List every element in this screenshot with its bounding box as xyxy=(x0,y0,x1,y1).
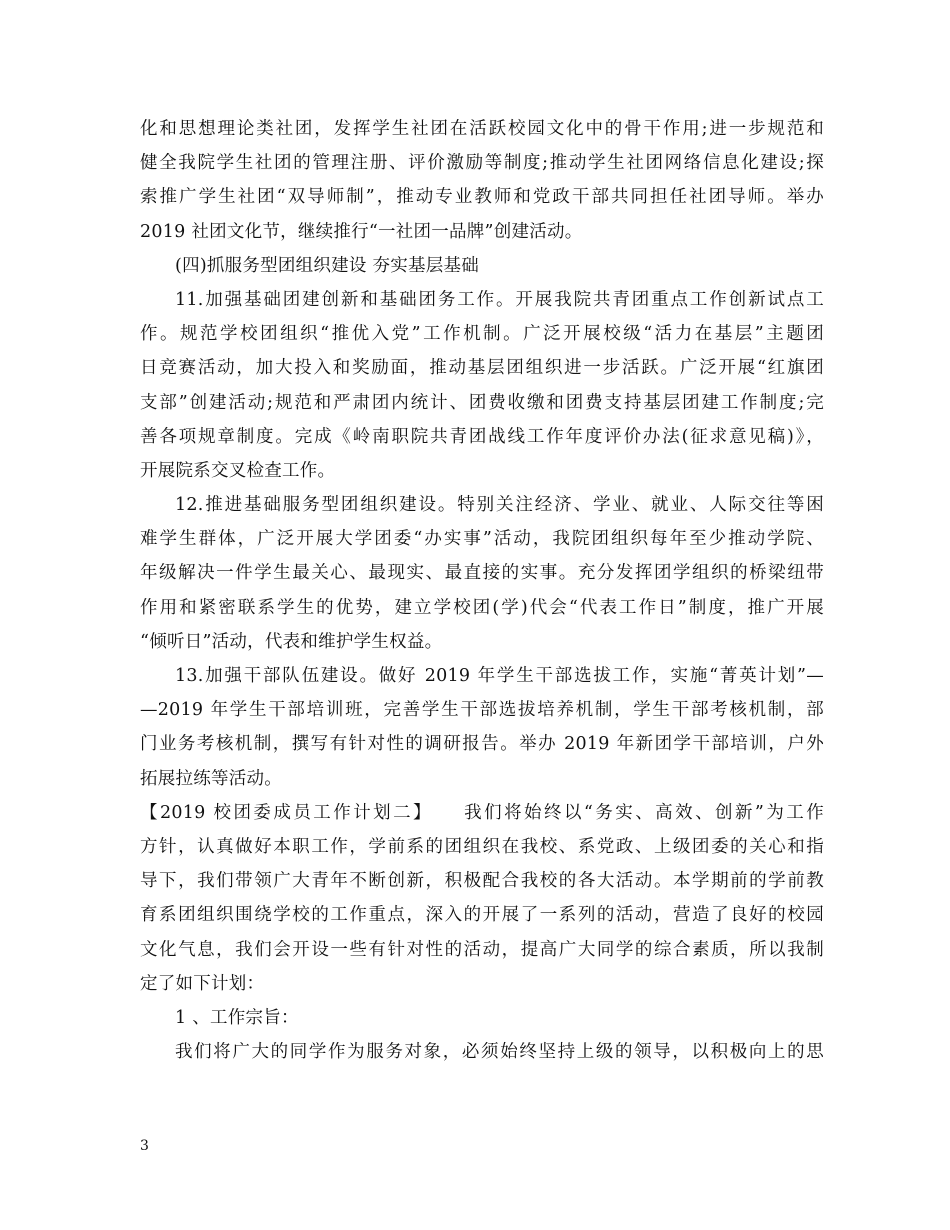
text-line: 化和思想理论类社团，发挥学生社团在活跃校园文化中的骨干作用;进一步规范和 xyxy=(140,119,824,139)
list-heading: 1 、工作宗旨： xyxy=(175,1007,299,1028)
document-body xyxy=(140,112,824,1069)
text-line: 我们将广大的同学作为服务对象，必须始终坚持上级的领导，以积极向上的思 xyxy=(175,1042,824,1063)
text-line: 作。规范学校团组织“推优入党”工作机制。广泛开展校级“活力在基层”主题团 xyxy=(140,324,824,345)
page-number: 3 xyxy=(140,1138,149,1154)
section-title-line: 【2019 校团委成员工作计划二】 我们将始终以“务实、高效、创新”为工作 xyxy=(140,802,824,823)
text-line: 善各项规章制度。完成《岭南职院共青团战线工作年度评价办法(征求意见稿)》， xyxy=(140,426,824,447)
text-line: 11.加强基础团建创新和基础团务工作。开展我院共青团重点工作创新试点工 xyxy=(175,289,824,310)
text-line: 作用和紧密联系学生的优势，建立学校团(学)代会“代表工作日”制度，推广开展 xyxy=(140,597,824,618)
text-line: 方针，认真做好本职工作，学前系的团组织在我校、系党政、上级团委的关心和指 xyxy=(140,836,824,857)
text-line: 定了如下计划： xyxy=(140,973,265,994)
text-line: 拓展拉练等活动。 xyxy=(140,768,282,789)
text-line: 年级解决一件学生最关心、最现实、最直接的实事。充分发挥团学组织的桥梁纽带 xyxy=(140,563,824,584)
section-heading: (四)抓服务型团组织建设 夯实基层基础 xyxy=(175,255,479,276)
text-line: 索推广学生社团“双导师制”，推动专业教师和党政干部共同担任社团导师。举办 xyxy=(140,187,824,208)
text-line: 2019 社团文化节，继续推行“一社团一品牌”创建活动。 xyxy=(140,221,583,242)
text-line: 健全我院学生社团的管理注册、评价激励等制度;推动学生社团网络信息化建设;探 xyxy=(140,153,824,174)
text-line: 12.推进基础服务型团组织建设。特别关注经济、学业、就业、人际交往等困 xyxy=(175,495,824,516)
text-line: 文化气息，我们会开设一些有针对性的活动，提高广大同学的综合素质，所以我制 xyxy=(140,939,824,960)
text-line: 开展院系交叉检查工作。 xyxy=(140,460,336,481)
text-line: 日竞赛活动，加大投入和奖励面，推动基层团组织进一步活跃。广泛开展“红旗团 xyxy=(140,358,824,379)
text-line: 支部”创建活动;规范和严肃团内统计、团费收缴和团费支持基层团建工作制度;完 xyxy=(140,392,824,413)
text-line: 育系团组织围绕学校的工作重点，深入的开展了一系列的活动，营造了良好的校园 xyxy=(140,905,824,926)
text-line: 导下，我们带领广大青年不断创新，积极配合我校的各大活动。本学期前的学前教 xyxy=(140,871,824,892)
text-line: —2019 年学生干部培训班，完善学生干部选拔培养机制，学生干部考核机制，部 xyxy=(140,700,824,721)
text-line: 门业务考核机制，撰写有针对性的调研报告。举办 2019 年新团学干部培训，户外 xyxy=(140,734,824,755)
text-line: 难学生群体，广泛开展大学团委“办实事”活动，我院团组织每年至少推动学院、 xyxy=(140,529,824,550)
text-line: “倾听日”活动，代表和维护学生权益。 xyxy=(140,631,443,652)
text-line: 13.加强干部队伍建设。做好 2019 年学生干部选拔工作，实施“菁英计划”— xyxy=(175,666,824,686)
